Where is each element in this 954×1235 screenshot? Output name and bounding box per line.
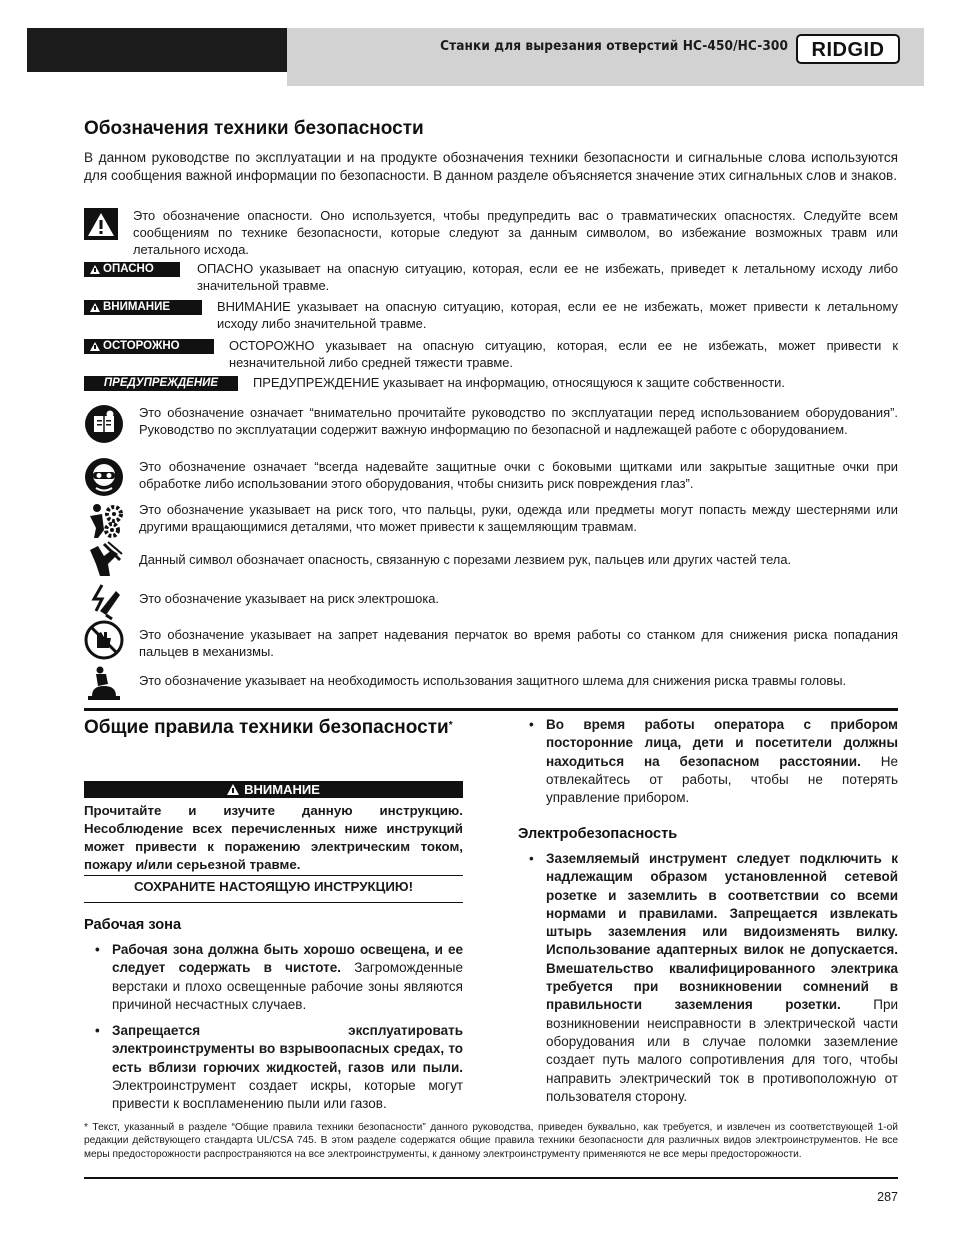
bystanders-list xyxy=(518,716,898,807)
electrical-safety-list xyxy=(518,850,898,1106)
section-title-safety-symbols: Обозначения техники безопасности xyxy=(84,118,424,139)
electrical-safety-title: Электробезопасность xyxy=(518,826,678,842)
save-rule-bottom xyxy=(84,902,463,903)
warning-triangle-icon xyxy=(227,784,239,795)
badge-danger: ОПАСНО xyxy=(84,262,180,277)
list-item: • Заземляемый инструмент следует подключить к надлежащим образом установленной сетевой розетке и заземлить в соответствии со всеми нормами и правилами. Запрещается извлекать штырь заземления или видоизменять вилку. Использование адаптерных вилок не допускается. Вмешательство квалифицированного электрика требуется при возникновении сомнений в правильности заземления розетки. При возникновении неисправности в электрической части оборудования или в случае поломки заземление создает путь малого сопротивления для того, чтобы направить электрический ток в противоположную от пользователя сторону. xyxy=(529,851,898,1104)
badge-caution: ОСТОРОЖНО xyxy=(84,339,214,354)
brand-logo-text: RIDGID xyxy=(811,39,885,61)
title-footnote-mark: * xyxy=(448,720,453,731)
alert-symbol-description: Это обозначение опасности. Оно используется, чтобы предупредить вас о травматических опасностях. Следуйте всем сообщениям по технике безопасности, которые следуют за данным символом, во избежание возможных травм или летального исхода. xyxy=(133,208,898,257)
list-item: • Запрещается эксплуатировать электроинструменты во взрывоопасных средах, то есть вблизи горючих жидкостей, газов или пыли. Электроинструмент создает искры, которые могут привести к воспламенению пыли или газов. xyxy=(95,1023,463,1112)
section-divider xyxy=(84,708,898,711)
signal-notice-text: ПРЕДУПРЕЖДЕНИЕ указывает на информацию, относящуюся к защите собственности. xyxy=(253,375,785,390)
hard-hat-icon xyxy=(84,664,124,704)
symbol-blade-cut-text: Данный символ обозначает опасность, связанную с порезами лезвием рук, пальцев или других частей тела. xyxy=(139,552,792,567)
read-manual-icon xyxy=(84,404,124,444)
symbol-gears-text: Это обозначение указывает на риск того, что пальцы, руки, одежда или предметы могут попасть между шестернями или другими вращающимися деталями, что может привести к защемляющим травмам. xyxy=(139,502,898,534)
warning-triangle-icon xyxy=(90,265,100,274)
header-title: Станки для вырезания отверстий HC-450/HC-300 xyxy=(440,38,788,54)
safety-glasses-icon xyxy=(84,457,124,497)
electric-shock-icon xyxy=(84,581,124,621)
symbol-hard-hat-text: Это обозначение указывает на необходимость использования защитного шлема для снижения риска травмы головы. xyxy=(139,673,847,688)
save-rule-top xyxy=(84,875,463,876)
work-area-list xyxy=(84,941,463,1114)
symbol-safety-glasses-text: Это обозначение означает “всегда надевайте защитные очки с боковыми щитками или закрытые защитные очки при обработке либо использовании этого оборудования, чтобы снизить риск повреждения глаз”. xyxy=(139,459,898,491)
warning-triangle-icon xyxy=(90,303,100,312)
symbol-electric-shock-text: Это обозначение указывает на риск электрошока. xyxy=(139,591,439,606)
signal-danger-text: ОПАСНО указывает на опасную ситуацию, которая, если ее не избежать, приведет к летальному исходу либо значительной травме. xyxy=(197,261,898,293)
save-instructions-text: СОХРАНИТЕ НАСТОЯЩУЮ ИНСТРУКЦИЮ! xyxy=(133,879,414,894)
list-item: • Рабочая зона должна быть хорошо освещена, и ее следует содержать в чистоте. Загроможденные верстаки и плохо освещенные рабочие зоны являются причиной несчастных случаев. xyxy=(95,942,463,1012)
warning-banner: ВНИМАНИЕ xyxy=(84,781,463,798)
symbol-read-manual-text: Это обозначение означает “внимательно прочитайте руководство по эксплуатации перед использованием оборудования”. Руководство по эксплуатации содержит важную информацию по безопасной и надлежащей работе с оборудованием. xyxy=(139,405,898,437)
list-item: • Во время работы оператора с прибором посторонние лица, дети и посетители должны находиться на безопасном расстоянии. Не отвлекайтесь от работы, чтобы не потерять управление прибором. xyxy=(529,717,898,806)
badge-notice: ПРЕДУПРЕЖДЕНИЕ xyxy=(84,376,238,391)
badge-warning: ВНИМАНИЕ xyxy=(84,300,202,315)
signal-caution-text: ОСТОРОЖНО указывает на опасную ситуацию, которая, если ее не избежать, может привести к незначительной либо средней тяжести травме. xyxy=(229,338,898,370)
brand-logo xyxy=(796,34,900,64)
blade-cut-icon xyxy=(84,540,124,580)
signal-warning-text: ВНИМАНИЕ указывает на опасную ситуацию, которая, если ее не избежать, может привести к летальному исходу либо значительной травме. xyxy=(217,299,898,331)
safety-alert-icon xyxy=(84,208,118,240)
footnote: * Текст, указанный в разделе “Общие правила техники безопасности” данного руководства, приведен буквально, как требуется, и извлечен из соответствующей 1-ой редакции действующего стандарта UL/CSA 745. В этом разделе содержатся общие правила техники безопасности для различных видов электроинструментов. Не все меры предосторожности распространяются на все электроинструменты, к данному электроинструменту применяются не все меры предосторожности. xyxy=(84,1122,898,1160)
header-black-bar xyxy=(27,28,287,72)
page-number: 287 xyxy=(877,1190,898,1204)
symbol-no-gloves-text: Это обозначение указывает на запрет надевания перчаток во время работы со станком для снижения риска попадания пальцев в механизмы. xyxy=(139,627,898,659)
section-intro: В данном руководстве по эксплуатации и на продукте обозначения техники безопасности и сигнальные слова используются для сообщения важной информации по безопасности. В данном разделе объясняется значение этих сигнальных слов и знаков. xyxy=(84,150,898,183)
footer-rule xyxy=(84,1177,898,1179)
work-area-title: Рабочая зона xyxy=(84,917,182,933)
section-title-general-rules: Общие правила техники безопасности* xyxy=(84,717,453,738)
gears-entanglement-icon xyxy=(84,500,124,540)
warning-text: Прочитайте и изучите данную инструкцию. Несоблюдение всех перечисленных ниже инструкций может привести к поражению электрическим током, пожару и/или серьезной травме. xyxy=(84,803,463,872)
no-gloves-icon xyxy=(84,620,124,660)
warning-triangle-icon xyxy=(90,342,100,351)
